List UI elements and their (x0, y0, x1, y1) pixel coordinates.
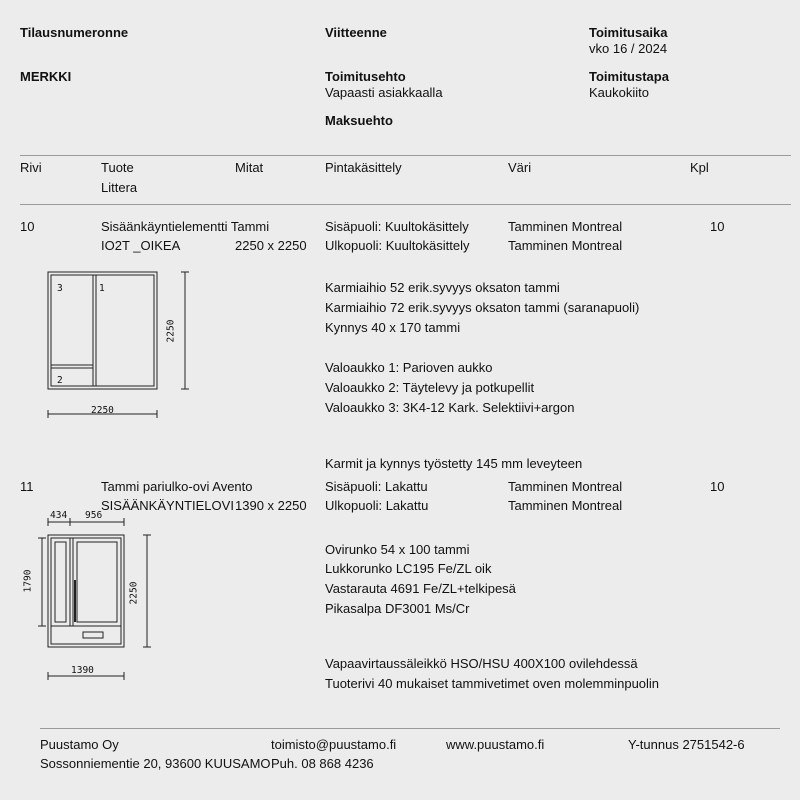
row-10-product-name: Sisäänkäyntielementti Tammi (101, 219, 270, 234)
order-number-label: Tilausnumeronne (20, 25, 129, 40)
row-10-finish-in: Sisäpuoli: Kuultokäsittely (325, 219, 469, 234)
row-10-note: Kynnys 40 x 170 tammi (325, 320, 461, 335)
brand-label: MERKKI (20, 69, 72, 84)
row-10-color-out: Tamminen Montreal (508, 238, 623, 253)
row-11-note: Vastarauta 4691 Fe/ZL+telkipesä (325, 581, 516, 596)
row-10-qty: 10 (710, 219, 725, 234)
reference-label: Viitteenne (325, 25, 387, 40)
row-11-finish-in: Sisäpuoli: Lakattu (325, 479, 428, 494)
footer-divider (40, 728, 780, 729)
row-10-color-in: Tamminen Montreal (508, 219, 623, 234)
row-11-finish-out: Ulkopuoli: Lakattu (325, 498, 429, 513)
row-10-note: Valoaukko 2: Täytelevy ja potkupellit (325, 380, 535, 395)
col-dims: Mitat (235, 160, 264, 175)
delivery-method-value: Kaukokiito (589, 85, 649, 100)
row-10-note: Karmiaihio 52 erik.syvyys oksaton tammi (325, 280, 560, 295)
width-dimension-label: 2250 (91, 405, 114, 416)
row-10-dims: 2250 x 2250 (235, 238, 307, 253)
delivery-time-label: Toimitusaika (589, 25, 668, 40)
footer-email[interactable]: toimisto@puustamo.fi (271, 737, 397, 752)
row-11-note: Ovirunko 54 x 100 tammi (325, 542, 470, 557)
row-10-note: Karmit ja kynnys työstetty 145 mm leveyteen (325, 456, 583, 471)
delivery-terms-label: Toimitusehto (325, 69, 406, 84)
row-11-color-in: Tamminen Montreal (508, 479, 623, 494)
height-dimension-label: 2250 (165, 319, 177, 343)
row-11-product-code: SISÄÄNKÄYNTIELOVI (101, 498, 234, 513)
delivery-method-label: Toimitustapa (589, 69, 669, 84)
pane-label-3: 3 (57, 283, 63, 294)
row-11-note: Tuoterivi 40 mukaiset tammivetimet oven molemminpuolin (325, 676, 660, 691)
leaf-height-label: 1790 (22, 569, 34, 593)
delivery-terms-value: Vapaasti asiakkaalla (325, 85, 443, 100)
door-width-label: 1390 (71, 665, 94, 676)
row-10-note: Valoaukko 3: 3K4-12 Kark. Selektiivi+argon (325, 400, 575, 415)
payment-terms-label: Maksuehto (325, 113, 393, 128)
col-product: Tuote (101, 160, 134, 175)
row-11-note: Pikasalpa DF3001 Ms/Cr (325, 601, 470, 616)
pane-label-2: 2 (57, 375, 63, 386)
row-10-note: Valoaukko 1: Parioven aukko (325, 360, 493, 375)
row-11-color-out: Tamminen Montreal (508, 498, 623, 513)
footer-address: Sossonniementie 20, 93600 KUUSAMO (40, 756, 271, 771)
col-color: Väri (508, 160, 532, 175)
leaf-width-2-label: 956 (85, 510, 103, 521)
row-11-number: 11 (20, 479, 34, 494)
footer-company: Puustamo Oy (40, 737, 119, 752)
col-qty: Kpl (690, 160, 709, 175)
col-finish: Pintakäsittely (325, 160, 402, 175)
col-row: Rivi (20, 160, 42, 175)
footer-phone: Puh. 08 868 4236 (271, 756, 374, 771)
door-height-label: 2250 (128, 581, 140, 605)
row-11-product-name: Tammi pariulko-ovi Avento (101, 479, 253, 494)
col-product-sub: Littera (101, 180, 138, 195)
leaf-width-1-label: 434 (50, 510, 68, 521)
row-10-number: 10 (20, 219, 35, 234)
footer-business-id: Y-tunnus 2751542-6 (628, 737, 745, 752)
row-10-product-code: IO2T _OIKEA (101, 238, 181, 253)
row-11-dims: 1390 x 2250 (235, 498, 307, 513)
row-11-note: Lukkorunko LC195 Fe/ZL oik (325, 561, 492, 576)
footer-website[interactable]: www.puustamo.fi (446, 737, 545, 752)
row-11-qty: 10 (710, 479, 725, 494)
row-10-note: Karmiaihio 72 erik.syvyys oksaton tammi (saranapuoli) (325, 300, 640, 315)
row-10-finish-out: Ulkopuoli: Kuultokäsittely (325, 238, 470, 253)
delivery-time-value: vko 16 / 2024 (589, 41, 668, 56)
row-11-note: Vapaavirtaussäleikkö HSO/HSU 400X100 ovilehdessä (325, 656, 638, 671)
pane-label-1: 1 (99, 283, 105, 294)
